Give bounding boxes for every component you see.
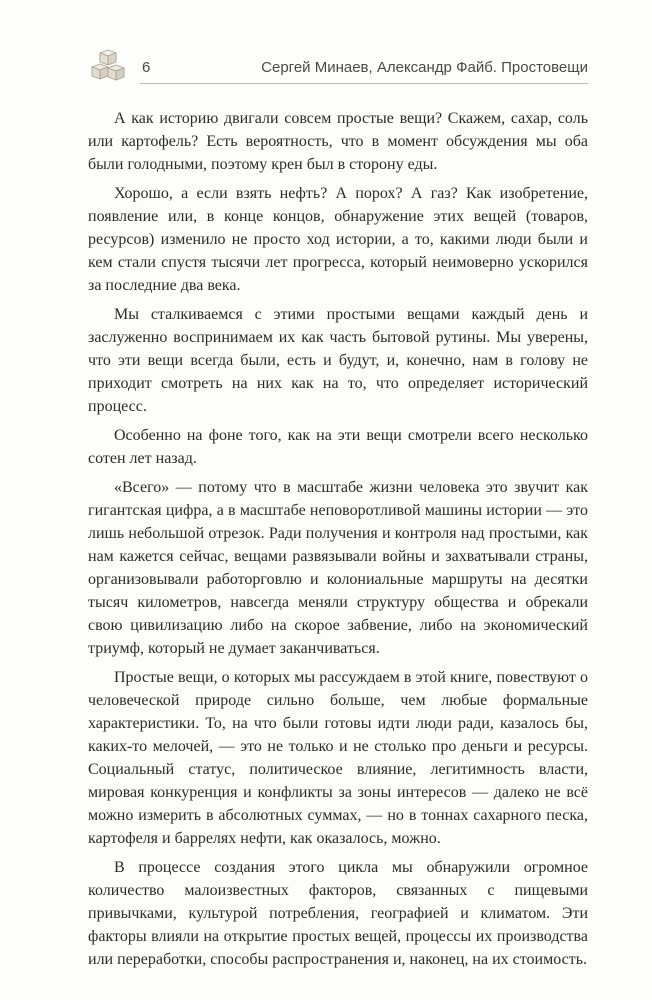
page-header: [88, 45, 588, 85]
paragraph: Хорошо, а если взять нефть? А порох? А газ? Как изобретение, появление или, в конце концов, обнаружение этих вещей (товаров, ресурсов) изменило не просто ход истории, а то, какими люди были и кем стали спустя тысячи лет прогресса, который неимоверно ускорился за последние два века.: [88, 185, 588, 294]
paragraph: Простые вещи, о которых мы рассуждаем в этой книге, повествуют о человеческой природе сильно больше, чем любые формальные характеристики. То, на что были готовы идти люди ради, казалось бы, каких-то мелочей, — это не только и не столько про деньги и ресурсы. Социальный статус, политическое влияние, легитимность власти, мировая конкуренция и конфликты за зоны интересов — далеко не всё можно измерить в абсолютных суммах, — но в тоннах сахарного песка, картофеля и баррелях нефти, как оказалось, можно.: [88, 669, 588, 847]
paragraph: Особенно на фоне того, как на эти вещи смотрели всего несколько сотен лет назад.: [88, 427, 588, 467]
page-number: 6: [142, 59, 151, 76]
paragraph: «Всего» — потому что в масштабе жизни человека это звучит как гигантская цифра, а в масштабе неповоротливой машины истории — это лишь небольшой отрезок. Ради получения и контроля над простыми, как нам кажется сейчас, вещами развязывали войны и захватывали страны, организовывали работорговлю и колониальные маршруты на десятки тысяч километров, навсегда меняли структуру общества и обрекали свою цивилизацию либо на скорое забвение, либо на экономический триумф, который не думает заканчиваться.: [88, 479, 588, 657]
body-text: [88, 107, 588, 977]
running-title: Сергей Минаев, Александр Файб. Простовещи: [261, 59, 588, 76]
sugar-cubes-icon: [88, 45, 128, 85]
header-divider: [140, 83, 588, 84]
paragraph: В процессе создания этого цикла мы обнаружили огромное количество малоизвестных факторов, связанных с пищевыми привычками, культурой потребления, географией и климатом. Эти факторы влияли на открытие простых вещей, процессы их производства или переработки, способы распространения и, наконец, на их стоимость.: [88, 859, 588, 968]
paragraph: А как историю двигали совсем простые вещи? Скажем, сахар, соль или картофель? Есть вероятность, что в момент обсуждения мы оба были голодными, поэтому крен был в сторону еды.: [88, 110, 588, 173]
paragraph: Мы сталкиваемся с этими простыми вещами каждый день и заслуженно воспринимаем их как часть бытовой рутины. Мы уверены, что эти вещи всегда были, есть и будут, и, конечно, нам в голову не приходит смотреть на них как на то, что определяет исторический процесс.: [88, 306, 588, 415]
